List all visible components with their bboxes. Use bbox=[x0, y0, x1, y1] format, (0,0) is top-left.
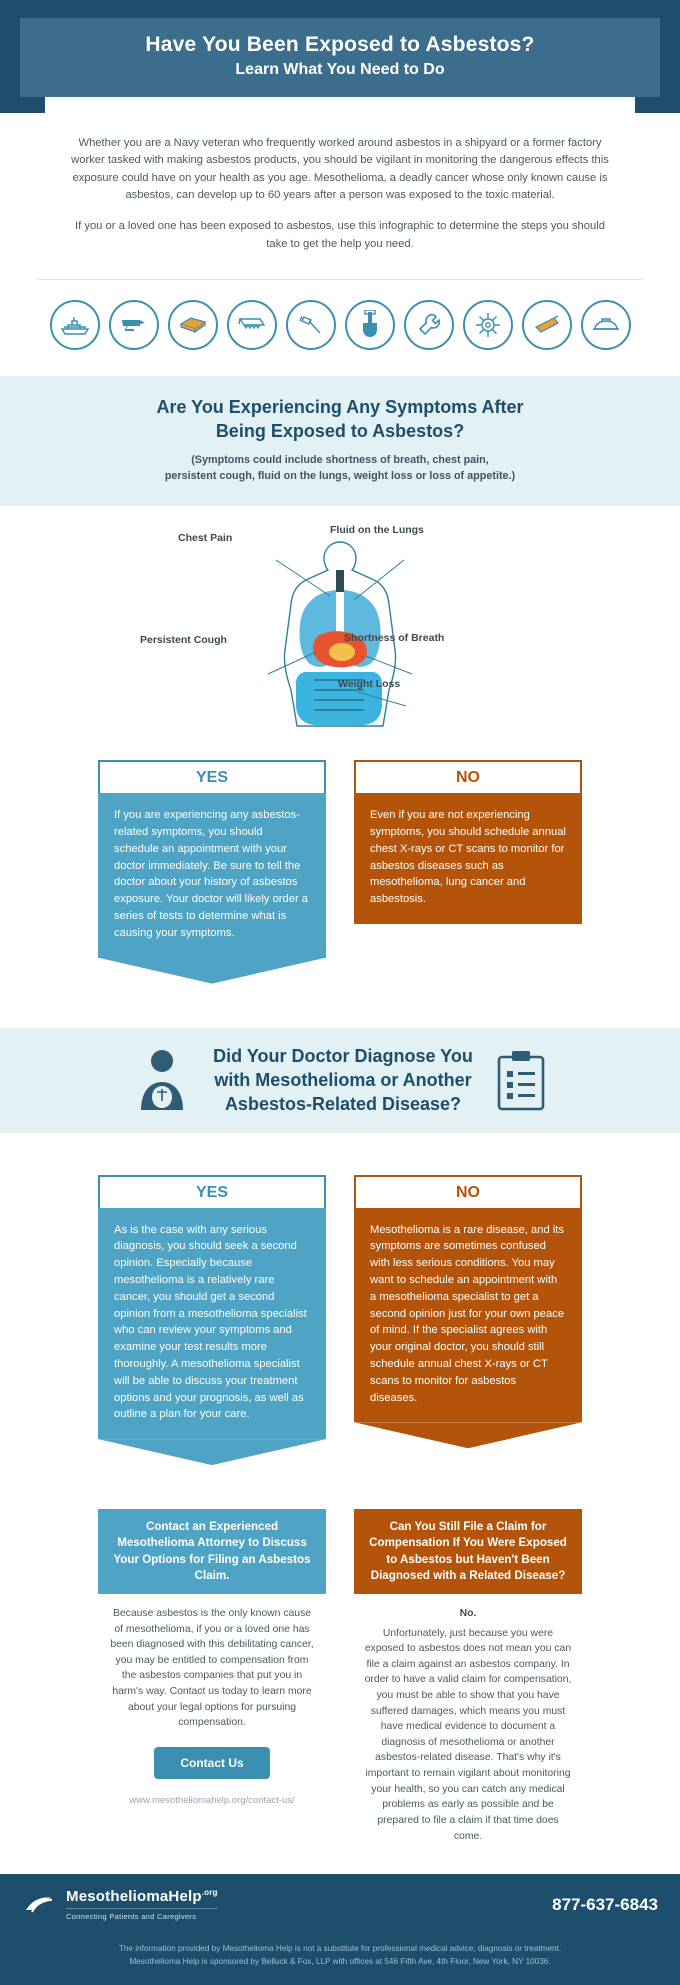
claim-question-heading: Can You Still File a Claim for Compensation If You Were Exposed to Asbestos but Haven't Been Diagnosed with a Related Disease? bbox=[354, 1509, 582, 1594]
label-weight-loss: Weight Loss bbox=[338, 678, 401, 691]
section2-heading-line3: Asbestos-Related Disease? bbox=[224, 1094, 462, 1115]
wrench-icon bbox=[404, 300, 454, 350]
section1-heading-line1: Are You Experiencing Any Symptoms After bbox=[156, 397, 524, 418]
section2-heading-line1: Did Your Doctor Diagnose You bbox=[213, 1045, 473, 1066]
page-subtitle: Learn What You Need to Do bbox=[235, 61, 445, 79]
section1-band bbox=[0, 376, 680, 506]
section1-answer-cards bbox=[0, 746, 680, 983]
header-inner bbox=[20, 18, 660, 97]
hard-hat-icon bbox=[581, 300, 631, 350]
claim-answer-text: Unfortunately, just because you were exposed to asbestos does not mean you can file a claim against an asbestos company. In order to have a valid claim for compensation, you must be able to show that you have suffered damages, which means you must have medical evidence to document a diagnosis of mesothelioma or another asbestos-related disease. That's why it's important to remain vigilant about monitoring your health, so you can catch any medical problems as early as possible and be prepared to file a claim if that time does come. bbox=[364, 1627, 572, 1842]
label-persistent-cough: Persistent Cough bbox=[140, 634, 227, 647]
section2-yes-card bbox=[98, 1175, 326, 1466]
section1-no-text: Even if you are not experiencing symptoms, you should schedule annual chest X-rays or CT scans to monitor for asbestos diseases such as mesothelioma, lung cancer and asbestosis. bbox=[354, 793, 582, 924]
section2-heading-line2: with Mesothelioma or Another bbox=[214, 1069, 472, 1090]
ribbon-icon bbox=[22, 1894, 56, 1916]
brand-name-main: MesotheliomaHelp bbox=[66, 1888, 202, 1906]
label-fluid-on-the-lungs: Fluid on the Lungs bbox=[330, 524, 424, 537]
section2-no-label: NO bbox=[354, 1175, 582, 1208]
page-title: Have You Been Exposed to Asbestos? bbox=[145, 33, 535, 56]
section2-no-card bbox=[354, 1175, 582, 1449]
section1-heading bbox=[50, 396, 630, 443]
spacer bbox=[0, 1465, 680, 1509]
human-torso-diagram bbox=[190, 524, 490, 744]
section1-no-card bbox=[354, 760, 582, 924]
anvil-icon bbox=[109, 300, 159, 350]
attorney-cta-heading: Contact an Experienced Mesothelioma Attorney to Discuss Your Options for Filing an Asbestos Claim. bbox=[98, 1509, 326, 1594]
trowel-icon bbox=[522, 300, 572, 350]
section1-yes-label: YES bbox=[98, 760, 326, 793]
intro-section bbox=[0, 113, 680, 261]
header-notch bbox=[0, 97, 680, 113]
section1-yes-arrow bbox=[98, 958, 326, 984]
cta-row bbox=[0, 1509, 680, 1844]
disclaimer-line-2: Mesothelioma Help is sponsored by Belluck & Fox, LLP with offices at 546 Fifth Ave, 4th Floor, New York, NY 10036. bbox=[129, 1956, 551, 1966]
symptom-diagram bbox=[0, 506, 680, 746]
brand-name-suffix: .org bbox=[201, 1888, 218, 1898]
section1-yes-text: If you are experiencing any asbestos-related symptoms, you should schedule an appointment with your doctor immediately. Be sure to tell the doctor about your history of asbestos exposure. Your doctor will likely order a series of tests to determine what is causing your symptoms. bbox=[98, 793, 326, 957]
brick-icon bbox=[168, 300, 218, 350]
label-chest-pain: Chest Pain bbox=[178, 532, 233, 545]
section2-yes-arrow bbox=[98, 1439, 326, 1465]
brand bbox=[22, 1888, 218, 1921]
section2-yes-label: YES bbox=[98, 1175, 326, 1208]
contact-us-button[interactable]: Contact Us bbox=[154, 1747, 269, 1779]
disclaimer-line-1: The information provided by Mesothelioma Help is not a substitute for professional medical advice, diagnosis or treatment. bbox=[118, 1944, 562, 1954]
attorney-cta-body: Because asbestos is the only known cause of mesothelioma, if you or a loved one has been diagnosed with this debilitating cancer, you may be entitled to compensation from the asbestos companies that put you in harm's way. Contact us today to learn more about your legal options for pursuing compensation. bbox=[110, 1607, 314, 1729]
section2-heading bbox=[213, 1044, 473, 1117]
disclaimer bbox=[0, 1935, 680, 1984]
clipboard-icon bbox=[495, 1049, 547, 1111]
section2-answer-cards bbox=[0, 1161, 680, 1466]
header bbox=[0, 0, 680, 97]
hammer-icon bbox=[286, 300, 336, 350]
brand-name bbox=[66, 1888, 218, 1905]
label-shortness-of-breath: Shortness of Breath bbox=[344, 632, 445, 645]
section1-subtext-line1: (Symptoms could include shortness of breath, chest pain, bbox=[191, 453, 489, 466]
section2-no-text: Mesothelioma is a rare disease, and its symptoms are sometimes confused with less serious conditions. You may want to schedule an appointment with a mesothelioma specialist to get a second opinion just for your own peace of mind. If the specialist agrees with your original doctor, you should still schedule annual chest X-rays or CT scans to monitor for asbestos diseases. bbox=[354, 1208, 582, 1423]
section1-no-label: NO bbox=[354, 760, 582, 793]
spacer bbox=[0, 1133, 680, 1161]
section2-no-arrow bbox=[354, 1422, 582, 1448]
section1-heading-line2: Being Exposed to Asbestos? bbox=[215, 420, 465, 441]
occupation-icon-row bbox=[0, 280, 680, 376]
claim-answer-body bbox=[354, 1594, 582, 1844]
shovel-icon bbox=[345, 300, 395, 350]
section1-yes-card bbox=[98, 760, 326, 983]
ship-wheel-icon bbox=[463, 300, 513, 350]
intro-paragraph-1: Whether you are a Navy veteran who frequently worked around asbestos in a shipyard or a former factory worker tasked with making asbestos products, you should be vigilant in monitoring the dangerous effects this exposure could have on your health as you age. Mesothelioma, a deadly cancer whose only known cause is asbestos, can develop up to 60 years after a person was exposed to the toxic material. bbox=[71, 137, 609, 202]
battleship-icon bbox=[50, 300, 100, 350]
doctor-icon bbox=[133, 1048, 191, 1112]
claim-question-card bbox=[354, 1509, 582, 1844]
spacer bbox=[0, 984, 680, 1028]
attorney-cta-card bbox=[98, 1509, 326, 1806]
brand-text bbox=[66, 1888, 218, 1921]
section2-yes-text: As is the case with any serious diagnosis, you should seek a second opinion. Especially because mesothelioma is a relatively rare cancer, you should get a second opinion from a mesothelioma specialist who can review your symptoms and examine your test results more thoroughly. A mesothelioma specialist will be able to discuss your treatment options and your prognosis, as well as outline a plan for your care. bbox=[98, 1208, 326, 1440]
handsaw-icon bbox=[227, 300, 277, 350]
section1-subtext-line2: persistent cough, fluid on the lungs, weight loss or loss of appetite.) bbox=[164, 469, 516, 482]
brand-tagline: Connecting Patients and Caregivers bbox=[66, 1908, 218, 1921]
footer bbox=[0, 1874, 680, 1935]
claim-answer-no: No. bbox=[459, 1607, 477, 1619]
section2-band bbox=[0, 1028, 680, 1133]
contact-url[interactable]: www.mesotheliomahelp.org/contact-us/ bbox=[129, 1794, 295, 1806]
intro-paragraph-2: If you or a loved one has been exposed to asbestos, use this infographic to determine the steps you should take to get the help you need. bbox=[75, 220, 605, 250]
phone-number[interactable]: 877-637-6843 bbox=[552, 1894, 658, 1914]
section1-subtext bbox=[50, 453, 630, 484]
contact-button-wrap bbox=[98, 1731, 326, 1779]
